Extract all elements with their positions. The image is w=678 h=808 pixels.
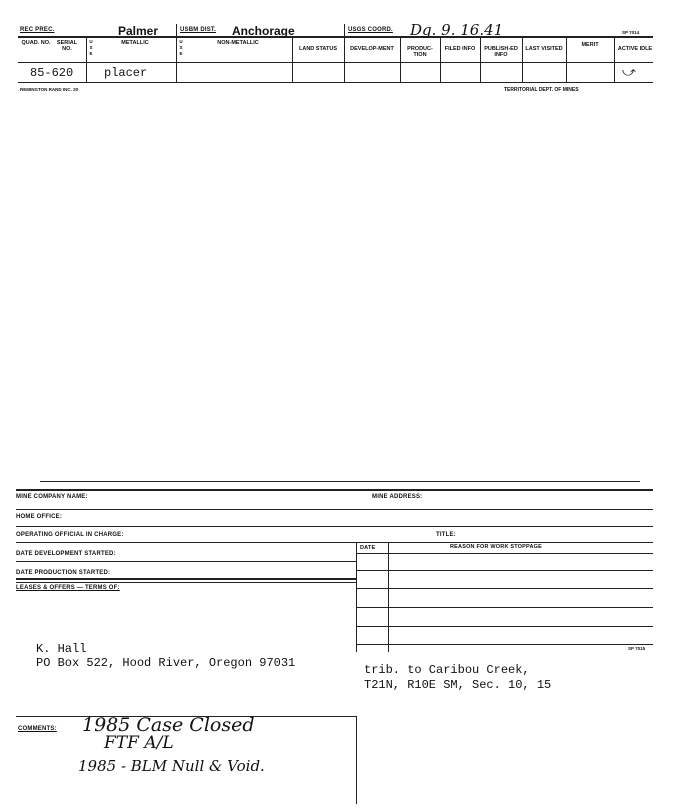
comments-label: COMMENTS: xyxy=(18,726,57,732)
col-active-idle: ACTIVE IDLE xyxy=(617,46,653,52)
active-idle-mark: ⤻ xyxy=(622,64,636,79)
title-label: TITLE: xyxy=(436,532,456,538)
dev-started-label: DATE DEVELOPMENT STARTED: xyxy=(16,551,116,557)
quad-serial-value: 85-620 xyxy=(30,66,74,80)
leases-label: LEASES & OFFERS — TERMS OF: xyxy=(16,585,120,591)
col-development: DEVELOP-MENT xyxy=(350,46,394,52)
owner-name: K. Hall xyxy=(36,642,87,656)
col-use-1: U S E xyxy=(89,39,93,56)
col-land-status: LAND STATUS xyxy=(299,46,337,52)
prod-started-label: DATE PRODUCTION STARTED: xyxy=(16,570,111,576)
form-number-top: SP 7014 xyxy=(622,30,640,35)
usgs-coord-value: Dg. 9. 16.41 xyxy=(410,21,504,39)
col-last-visited: LAST VISITED xyxy=(525,46,563,52)
col-serial-no: SERIAL NO. xyxy=(56,40,78,52)
owner-address: PO Box 522, Hood River, Oregon 97031 xyxy=(36,656,296,670)
comment-line-2: FTF A/L xyxy=(104,733,174,753)
form-number-bottom: SP 7015 xyxy=(628,646,646,651)
rec-prec-label: REC PREC. xyxy=(20,27,55,33)
col-published-info: PUBLISH-ED INFO xyxy=(484,46,518,58)
mine-address-label: MINE ADDRESS: xyxy=(372,494,423,500)
col-use-2: U S E xyxy=(179,39,183,56)
location-line-1: trib. to Caribou Creek, xyxy=(364,663,530,677)
location-line-2: T21N, R10E SM, Sec. 10, 15 xyxy=(364,678,552,692)
home-office-label: HOME OFFICE: xyxy=(16,514,63,520)
mine-company-label: MINE COMPANY NAME: xyxy=(16,494,88,500)
col-production: PRODUC-TION xyxy=(407,46,433,58)
rec-prec-value: Palmer xyxy=(118,24,159,38)
col-quad-no: QUAD. NO. xyxy=(21,40,51,46)
department-imprint: TERRITORIAL DEPT. OF MINES xyxy=(504,87,579,93)
reason-column-header: REASON FOR WORK STOPPAGE xyxy=(450,544,542,550)
comment-line-3: 1985 - BLM Null & Void. xyxy=(78,757,265,775)
metallic-value: placer xyxy=(104,66,148,80)
comment-line-1: 1985 Case Closed xyxy=(82,714,255,736)
col-metallic: METALLIC xyxy=(121,40,149,46)
usbm-dist-value: Anchorage xyxy=(232,24,295,38)
col-non-metallic: NON-METALLIC xyxy=(217,40,259,46)
usgs-coord-label: USGS COORD. xyxy=(348,27,393,33)
printer-imprint: REMINGTON RAND INC. 20 xyxy=(20,87,79,92)
usbm-dist-label: USBM DIST. xyxy=(180,27,217,33)
date-column-header: DATE xyxy=(360,545,376,551)
col-merit: MERIT xyxy=(581,42,599,48)
col-filed-info: FILED INFO xyxy=(444,46,476,52)
operating-official-label: OPERATING OFFICIAL IN CHARGE: xyxy=(16,532,124,538)
